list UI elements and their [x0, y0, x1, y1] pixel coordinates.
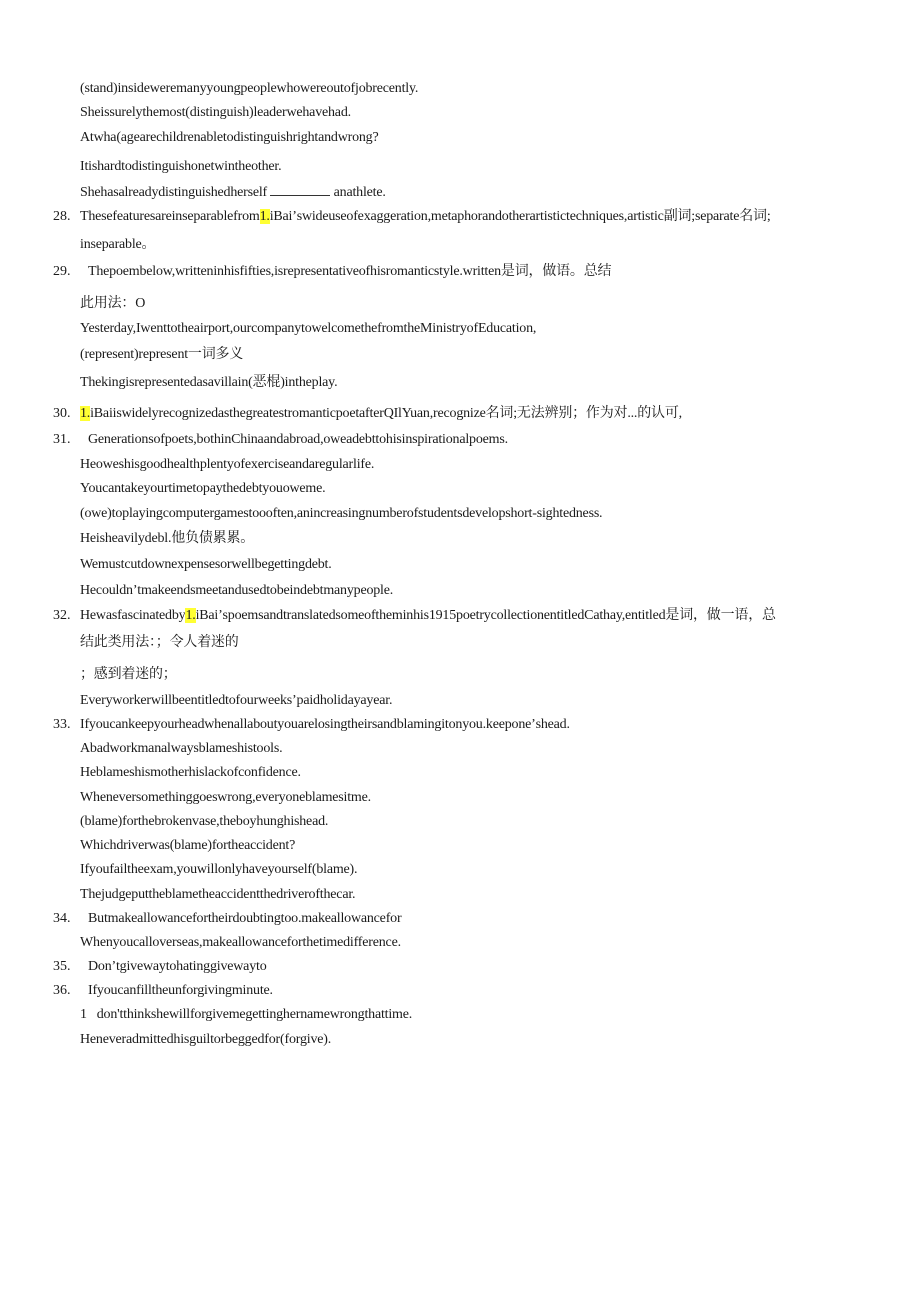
item-number: 35. — [53, 959, 71, 974]
sentence-blames-mother: Heblameshismotherhislackofconfidence. — [80, 765, 301, 780]
sentence-distinguish-leader: Sheissurelythemost(distinguish)leaderwehavehad. — [80, 105, 351, 120]
item-36-line: Ifyoucanfilltheunforgivingminute. — [88, 983, 273, 998]
item-33-line: Ifyoucankeepyourheadwhenallaboutyouarelosingtheirsandblamingitonyou.keeponeʼshead. — [80, 717, 570, 732]
item-number: 33. — [53, 717, 71, 732]
sentence-part: Hewasfascinatedby — [80, 608, 186, 623]
sentence-distinguished-herself — [80, 183, 386, 202]
sentence-distinguish-age: Atwha(agearechildrenabletodistinguishrightandwrong? — [80, 130, 379, 145]
item-number: 30. — [53, 406, 71, 421]
item-29-summary: 此用法：O — [80, 296, 146, 311]
item-28-continuation: inseparable。 — [80, 237, 156, 252]
item-number: 31. — [53, 432, 71, 447]
item-29-line: Thepoembelow,writteninhisfifties,isrepresentativeofhisromanticstyle.written是词，做语。总结 — [88, 264, 612, 279]
highlight-mark: 1. — [185, 608, 196, 623]
sentence-entitled: Everyworkerwillbeentitledtofourweeksʼpaidholidayayear. — [80, 693, 393, 708]
sentence-represent: (represent)represent一词多义 — [80, 347, 244, 362]
sentence-part: iBaiʼspoemsandtranslatedsomeoftheminhis1915poetrycollectionentitledCathay,entitled是词，做一语，总 — [195, 608, 776, 623]
sentence-cut-expenses: Wemustcutdownexpensesorwellbegettingdebt. — [80, 557, 332, 572]
highlight-mark: 1. — [259, 209, 270, 224]
sentence-bad-workman: Abadworkmanalwaysblameshistools. — [80, 741, 283, 756]
sentence-fail-exam: Ifyoufailtheexam,youwillonlyhaveyourself(blame). — [80, 862, 358, 877]
fill-blank — [270, 183, 330, 196]
item-35-line: Donʼtgivewaytohatinggivewayto — [88, 959, 267, 974]
sentence-judge-blame: Thejudgeputtheblametheaccidentthedriverofthecar. — [80, 887, 356, 902]
sentence-stand: (stand)insideweremanyyoungpeoplewhowereoutofjobrecently. — [80, 81, 419, 96]
sentence-owe-games: (owe)toplayingcomputergamestoooften,anincreasingnumberofstudentsdevelopshort-sightedness. — [80, 506, 603, 521]
sentence-guilt-forgive: Heneveradmittedhisguiltorbeggedfor(forgive). — [80, 1032, 332, 1047]
item-30-line — [80, 405, 682, 423]
sentence-part: don'tthinkshewillforgivemegettinghernamewrongthattime. — [96, 1007, 413, 1022]
item-32-line — [80, 607, 776, 625]
sentence-call-overseas: Whenyoucalloverseas,makeallowanceforthetimedifference. — [80, 935, 401, 950]
sentence-part: Thesefeaturesareinseparablefrom — [80, 209, 260, 224]
item-32-summary-2: ；感到着迷的； — [80, 667, 177, 682]
sentence-ends-meet: Hecouldnʼtmakeendsmeetandusedtobeindebtmanypeople. — [80, 583, 394, 598]
sentence-heavily-debt: Heisheavilydebl.他负债累累。 — [80, 531, 255, 546]
sentence-which-driver: Whichdriverwas(blame)fortheaccident? — [80, 838, 296, 853]
sentence-part: 1 — [80, 1007, 87, 1022]
sentence-distinguish-twin: Itishardtodistinguishonetwintheother. — [80, 159, 282, 174]
sentence-part: Shehasalreadydistinguishedherself — [80, 185, 268, 200]
sentence-airport: Yesterday,Iwenttotheairport,ourcompanytowelcomethefromtheMinistryofEducation, — [80, 321, 537, 336]
item-number: 34. — [53, 911, 71, 926]
sentence-owes-health: Heoweshisgoodhealthplentyofexerciseandaregularlife. — [80, 457, 375, 472]
sentence-blames-it: Wheneversomethinggoeswrong,everyoneblamesitme. — [80, 790, 371, 805]
item-31-line: Generationsofpoets,bothinChinaandabroad,oweadebttohisinspirationalpoems. — [88, 432, 508, 447]
item-number: 28. — [53, 209, 71, 224]
sentence-part: anathlete. — [333, 185, 386, 200]
item-28-line — [80, 208, 771, 226]
sentence-forgive-name — [80, 1006, 412, 1024]
item-number: 29. — [53, 264, 71, 279]
sentence-pay-debt: Youcantakeyourtimetopaythedebtyouoweme. — [80, 481, 326, 496]
item-34-line: Butmakeallowancefortheirdoubtingtoo.makeallowancefor — [88, 911, 402, 926]
item-32-summary: 结此类用法：；令人着迷的 — [80, 635, 239, 650]
sentence-king-villain: Thekingisrepresentedasavillain(恶棍)intheplay. — [80, 375, 338, 390]
sentence-part: iBaiiswidelyrecognizedasthegreatestromanticpoetafterQIlYuan,recognize名词;无法辨别；作为对...的认可, — [90, 406, 682, 421]
sentence-part: iBaiʼswideuseofexaggeration,metaphorandotherartistictechniques,artistic副词;separate名词; — [269, 209, 771, 224]
sentence-broken-vase: (blame)forthebrokenvase,theboyhunghishead. — [80, 814, 329, 829]
item-number: 36. — [53, 983, 71, 998]
highlight-mark: 1. — [80, 406, 91, 421]
item-number: 32. — [53, 608, 71, 623]
